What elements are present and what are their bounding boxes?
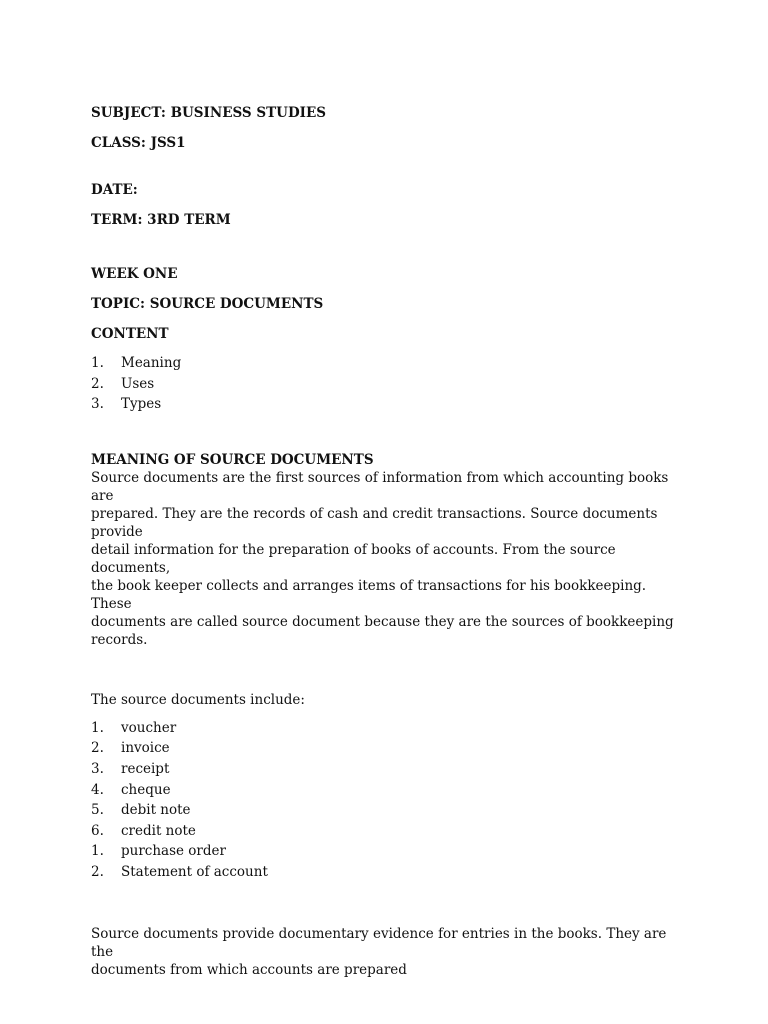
paragraph-line: Source documents are the first sources of information from which accounting books are [91, 469, 669, 504]
closing-paragraph [91, 925, 681, 979]
list-label: cheque [121, 781, 171, 798]
list-item [91, 821, 691, 842]
list-label: voucher [121, 719, 177, 736]
list-label: Uses [121, 375, 155, 392]
meaning-heading: MEANING OF SOURCE DOCUMENTS [91, 451, 374, 468]
list-item [91, 780, 691, 801]
list-number: 2. [91, 740, 104, 757]
list-number: 2. [91, 375, 104, 392]
list-label: purchase order [121, 843, 226, 860]
paragraph-line: documents from which accounts are prepared [91, 961, 407, 978]
list-label: Meaning [121, 355, 182, 371]
list-number: 3. [91, 396, 104, 413]
content-list [91, 353, 691, 415]
paragraph-line: Source documents provide documentary evidence for entries in the books. They are the [91, 925, 667, 960]
paragraph-line: the book keeper collects and arranges items of transactions for his bookkeeping. These [91, 577, 647, 612]
list-label: Types [121, 396, 162, 413]
paragraph-line: detail information for the preparation of books of accounts. From the source documents, [91, 541, 616, 576]
include-intro: The source documents include: [91, 691, 305, 708]
list-item [91, 841, 691, 862]
list-item [91, 759, 691, 780]
list-label: credit note [121, 822, 196, 839]
subject-line: SUBJECT: BUSINESS STUDIES [91, 105, 327, 121]
class-line: CLASS: JSS1 [91, 135, 186, 151]
list-item [91, 738, 691, 759]
list-item [91, 353, 691, 374]
list-label: debit note [121, 802, 191, 819]
list-number: 1. [91, 719, 104, 736]
list-item [91, 800, 691, 821]
list-item [91, 394, 691, 415]
list-number: 2. [91, 863, 104, 880]
list-number: 3. [91, 760, 104, 777]
source-documents-list [91, 718, 691, 883]
content-heading: CONTENT [91, 326, 169, 342]
list-item [91, 718, 691, 739]
week-heading: WEEK ONE [91, 266, 178, 282]
list-label: receipt [121, 760, 170, 777]
date-line: DATE: [91, 182, 138, 198]
meaning-paragraph [91, 469, 681, 649]
document-page [91, 104, 691, 979]
paragraph-line: prepared. They are the records of cash and credit transactions. Source documents provide [91, 505, 658, 540]
term-line: TERM: 3RD TERM [91, 212, 231, 228]
list-number: 6. [91, 822, 104, 839]
paragraph-line: documents are called source document because they are the sources of bookkeeping [91, 613, 674, 630]
list-number: 1. [91, 843, 104, 860]
list-label: invoice [121, 740, 170, 757]
list-number: 1. [91, 355, 104, 371]
list-number: 4. [91, 781, 104, 798]
list-number: 5. [91, 802, 104, 819]
list-item [91, 862, 691, 883]
list-item [91, 374, 691, 395]
paragraph-line: records. [91, 631, 148, 648]
list-label: Statement of account [121, 863, 268, 880]
topic-heading: TOPIC: SOURCE DOCUMENTS [91, 296, 324, 312]
